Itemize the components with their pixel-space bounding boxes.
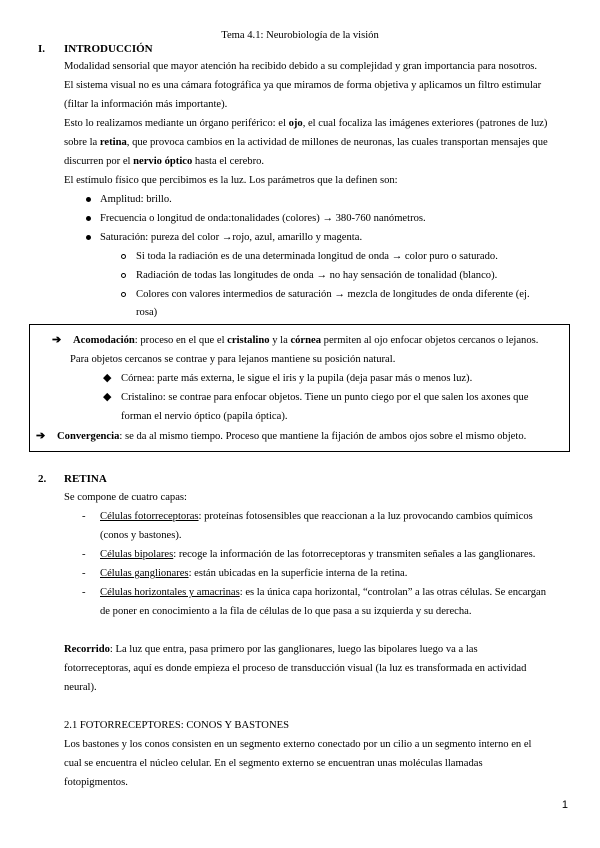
route-line-2: fotorreceptoras, aquí es donde empieza el proceso de transducción visual (la luz es transformada en actividad xyxy=(64,663,527,674)
document-title: Tema 4.1: Neurobiología de la visión xyxy=(221,30,379,41)
section-1-number: I. xyxy=(38,43,46,55)
route-line-1: Recorrido: La luz que entra, pasa primero por las ganglionares, luego las bipolares luego va a las xyxy=(64,644,478,655)
bullet-circle-icon xyxy=(121,273,126,278)
intro-paragraph-2-line-1: Esto lo realizamos mediante un órgano periférico: el ojo, el cual focaliza las imágenes exteriores (patrones de luz) xyxy=(64,118,548,129)
sub-bullet-item: Si toda la radiación es de una determinada longitud de onda → color puro o saturado. xyxy=(136,251,498,262)
intro-paragraph-2-line-3: discurren por el nervio óptico hasta el cerebro. xyxy=(64,156,265,167)
retina-intro: Se compone de cuatro capas: xyxy=(64,492,187,503)
bullet-item: Frecuencia o longitud de onda:tonalidades (colores) → 380-760 nanómetros. xyxy=(100,213,426,224)
intro-paragraph-1-line-2: El sistema visual no es una cámara fotográfica ya que miramos de forma objetiva y aplicamos un filtro estimular xyxy=(64,80,542,91)
route-line-3: neural). xyxy=(64,682,97,693)
diamond-item: Cristalino: se contrae para enfocar objetos. Tiene un punto ciego por el que salen los axones que xyxy=(121,392,529,403)
diamond-item-continuation: forman el nervio óptico (papila óptica). xyxy=(121,411,288,422)
sub-bullet-item: Radiación de todas las longitudes de onda → no hay sensación de tonalidad (blanco). xyxy=(136,270,498,281)
accommodation-line-1: Acomodación: proceso en el que el cristalino y la córnea permiten al ojo enfocar objetos cercanos o lejanos. xyxy=(73,335,539,346)
section-2-number: 2. xyxy=(38,473,47,485)
retina-layer-continuation: de poner en conocimiento a la fila de células de lo que pasa a su izquierda y su derecha. xyxy=(100,606,472,617)
page-number: 1 xyxy=(561,799,568,811)
sub-bullet-item-continuation: rosa) xyxy=(136,307,158,318)
intro-paragraph-1-line-3: (filtar la información más importante). xyxy=(64,99,228,110)
bullet-dot-icon xyxy=(86,235,91,240)
retina-layer-item: Células bipolares: recoge la información de las fotorreceptoras y transmiten señales a las ganglionares. xyxy=(100,549,536,560)
diamond-bullet-icon: ◆ xyxy=(103,372,112,384)
dash-bullet-icon: - xyxy=(82,568,86,579)
bullet-item: Saturación: pureza del color →rojo, azul, amarillo y magenta. xyxy=(100,232,363,243)
dash-bullet-icon: - xyxy=(82,511,86,522)
intro-paragraph-1-line-1: Modalidad sensorial que mayor atención ha recibido debido a su complejidad y gran importancia para nosotros. xyxy=(64,61,538,72)
subsection-heading: 2.1 FOTORRECEPTORES: CONOS Y BASTONES xyxy=(64,720,289,731)
bullet-circle-icon xyxy=(121,292,126,297)
section-1-title: INTRODUCCIÓN xyxy=(64,43,153,55)
retina-layer-item: Células fotorreceptoras: proteínas fotosensibles que reaccionan a la luz provocando cambios químicos xyxy=(100,511,533,522)
section-2-title: RETINA xyxy=(64,473,107,485)
photoreceptors-line-2: cual se encuentra el núcleo celular. En el segmento externo se encuentran unas moléculas llamadas xyxy=(64,758,483,769)
retina-layer-item: Células ganglionares: están ubicadas en la superficie interna de la retina. xyxy=(100,568,408,579)
sub-bullet-item: Colores con valores intermedios de saturación → mezcla de longitudes de onda diferente (ej. xyxy=(136,289,530,300)
bullet-dot-icon xyxy=(86,216,91,221)
bullet-dot-icon xyxy=(86,197,91,202)
photoreceptors-line-3: fotopigmentos. xyxy=(64,777,128,788)
intro-paragraph-3: El estímulo físico que percibimos es la luz. Los parámetros que la definen son: xyxy=(64,175,398,186)
retina-layer-item: Células horizontales y amacrinas: es la única capa horizontal, “controlan” a las otras células. Se encargan xyxy=(100,587,547,598)
bullet-circle-icon xyxy=(121,254,126,259)
dash-bullet-icon: - xyxy=(82,549,86,560)
arrow-right-icon: ➔ xyxy=(36,430,46,442)
bullet-item: Amplitud: brillo. xyxy=(100,194,172,205)
accommodation-line-2: Para objetos cercanos se contrae y para lejanos mantiene su posición natural. xyxy=(70,354,396,365)
diamond-bullet-icon: ◆ xyxy=(103,391,112,403)
diamond-item: Córnea: parte más externa, le sigue el iris y la pupila (deja pasar más o menos luz). xyxy=(121,373,473,384)
dash-bullet-icon: - xyxy=(82,587,86,598)
retina-layer-continuation: (conos y bastones). xyxy=(100,530,182,541)
photoreceptors-line-1: Los bastones y los conos consisten en un segmento externo conectado por un cilio a un segmento interno en el xyxy=(64,739,532,750)
arrow-right-icon: ➔ xyxy=(52,334,62,346)
convergence-line: Convergencia: se da al mismo tiempo. Proceso que mantiene la fijación de ambos ojos sobre el mismo objeto. xyxy=(57,431,527,442)
intro-paragraph-2-line-2: sobre la retina, que provoca cambios en la actividad de millones de neuronas, las cuales transportan mensajes que xyxy=(64,137,548,148)
